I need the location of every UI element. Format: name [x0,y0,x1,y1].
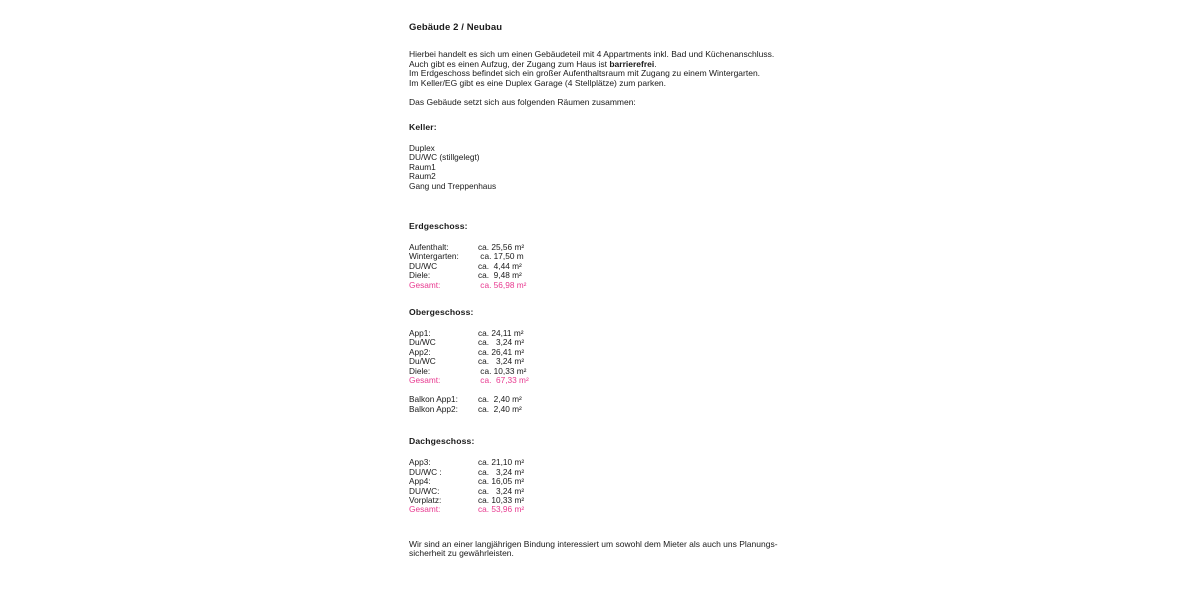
intro-line-4: Im Keller/EG gibt es eine Duplex Garage (4 Stellplätze) zum parken. [409,77,667,88]
room-area: ca. 3,24 m² [478,485,525,496]
spacer [409,414,829,436]
room-area: ca. 25,56 m² [478,242,525,252]
section-heading-keller: Keller: [409,121,437,132]
intro-line-3: Im Erdgeschoss befindet sich ein großer Aufenthaltsraum mit Zugang zu einem Wintergarten. [409,68,761,79]
spacer [409,132,829,144]
balcony-area: ca. 2,40 m² [478,394,522,405]
room-area: ca. 16,05 m² [478,476,525,487]
intro-line-2-before: Auch gibt es einen Aufzug, der Zugang zum Haus ist [409,58,610,69]
room-area: ca. 21,10 m² [478,457,525,468]
balcony-area: ca. 2,40 m² [478,403,522,414]
total-area: ca. 56,98 m² [478,279,527,290]
balcony-label: Balkon App1: [409,394,458,405]
total-area: ca. 67,33 m² [478,375,529,386]
room-area: ca. 10,33 m² [478,494,525,505]
closing-line-2: sicherheit zu gewährleisten. [409,548,514,559]
spacer [409,290,829,307]
closing-line-1: Wir sind an einer langjährigen Bindung interessiert um sowohl dem Mieter als auch uns Planungs- [409,538,778,549]
list-item: Gang und Treppenhaus [409,180,497,191]
dachgeschoss-room-table [409,458,548,514]
barrierefrei-emphasis: barrierefrei [609,58,655,69]
room-area: ca. 9,48 m² [478,270,522,281]
room-label: DU/WC: [409,485,440,496]
obergeschoss-balcony-table [409,395,548,414]
room-label: Du/WC [409,356,436,367]
spacer [409,515,829,540]
room-area: ca. 3,24 m² [478,356,525,367]
room-label: Diele: [409,270,431,281]
total-label: Gesamt: [409,504,441,515]
table-row-total [409,281,548,290]
room-label: DU/WC [409,260,438,271]
intro-line-1: Hierbei handelt es sich um einen Gebäudeteil mit 4 Appartments inkl. Bad und Küchenanschluss. [409,49,775,59]
list-item: Duplex [409,142,435,153]
room-area: ca. 3,24 m² [478,466,525,477]
erdgeschoss-room-table [409,243,548,290]
room-label: App4: [409,476,431,487]
room-label: Vorplatz: [409,494,442,505]
intro-line-2-after: . [654,58,657,69]
section-heading-obergeschoss: Obergeschoss: [409,307,474,318]
section-heading-dachgeschoss: Dachgeschoss: [409,436,475,447]
spacer [409,385,829,395]
page-title: Gebäude 2 / Neubau [409,22,503,33]
room-area: ca. 26,41 m² [478,346,525,357]
spacer [409,317,829,329]
table-row-total [409,505,548,514]
balcony-label: Balkon App2: [409,403,458,414]
list-item: DU/WC (stillgelegt) [409,152,480,163]
room-label: App2: [409,346,431,357]
room-area: ca. 3,24 m² [478,337,525,348]
room-area: ca. 24,11 m² [478,328,524,339]
spacer [409,108,829,122]
room-label: Du/WC [409,337,436,348]
spacer [409,446,829,458]
room-label: DU/WC : [409,466,442,477]
room-label: App1: [409,328,431,339]
room-label: Aufenthalt: [409,242,449,252]
lead-in-text: Das Gebäude setzt sich aus folgenden Räumen zusammen: [409,97,636,108]
spacer [409,33,829,50]
total-label: Gesamt: [409,279,441,290]
document-body [409,22,829,559]
room-label: App3: [409,457,431,468]
obergeschoss-room-table [409,329,548,385]
section-heading-erdgeschoss: Erdgeschoss: [409,221,468,231]
room-area: ca. 17,50 m [478,251,524,262]
list-item: Raum2 [409,171,436,182]
table-row-total [409,376,548,385]
spacer [409,191,829,221]
room-label: Wintergarten: [409,251,459,262]
list-item: Raum1 [409,161,436,172]
room-area: ca. 4,44 m² [478,260,522,271]
room-label: Diele: [409,365,431,376]
room-area: ca. 10,33 m² [478,365,527,376]
total-label: Gesamt: [409,375,441,386]
keller-room-list [409,144,829,191]
table-row [409,405,548,414]
total-area: ca. 53,96 m² [478,504,525,515]
spacer [409,231,829,243]
